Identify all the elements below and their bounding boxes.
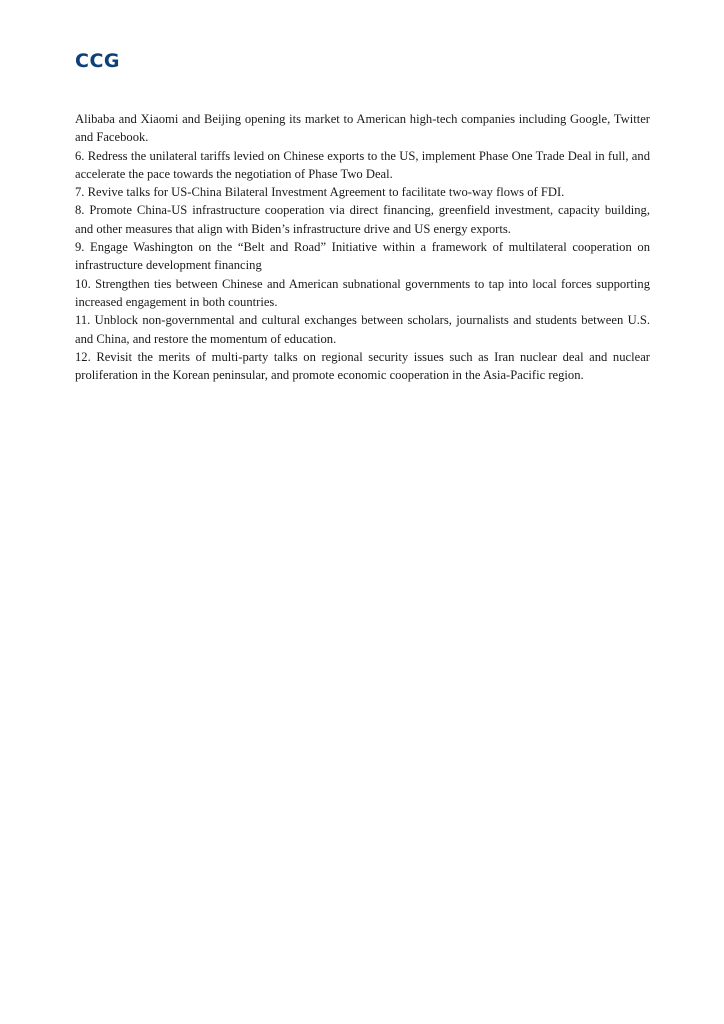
- document-body: [75, 110, 650, 384]
- list-item-10: 10. Strengthen ties between Chinese and American subnational governments to tap into local forces supporting increased engagement in both countries.: [75, 276, 650, 309]
- list-item-7: 7. Revive talks for US-China Bilateral Investment Agreement to facilitate two-way flows of FDI.: [75, 185, 565, 200]
- list-item-8: 8. Promote China-US infrastructure cooperation via direct financing, greenfield investment, capacity building, and other measures that align with Biden’s infrastructure drive and US energy exports.: [75, 203, 650, 236]
- list-item-12: 12. Revisit the merits of multi-party talks on regional security issues such as Iran nuclear deal and nuclear proliferation in the Korean peninsular, and promote economic cooperation in the Asia-Pacific region.: [75, 349, 650, 383]
- ccg-logo: CCG: [75, 50, 120, 72]
- list-item-9: 9. Engage Washington on the “Belt and Road” Initiative within a framework of multilateral cooperation on infrastructure development financing: [75, 240, 650, 273]
- paragraph-continuation: Alibaba and Xiaomi and Beijing opening its market to American high-tech companies including Google, Twitter and Facebook.: [75, 112, 650, 145]
- list-item-11: 11. Unblock non-governmental and cultural exchanges between scholars, journalists and students between U.S. and China, and restore the momentum of education.: [75, 313, 650, 346]
- list-item-6: 6. Redress the unilateral tariffs levied on Chinese exports to the US, implement Phase One Trade Deal in full, and accelerate the pace towards the negotiation of Phase Two Deal.: [75, 148, 650, 181]
